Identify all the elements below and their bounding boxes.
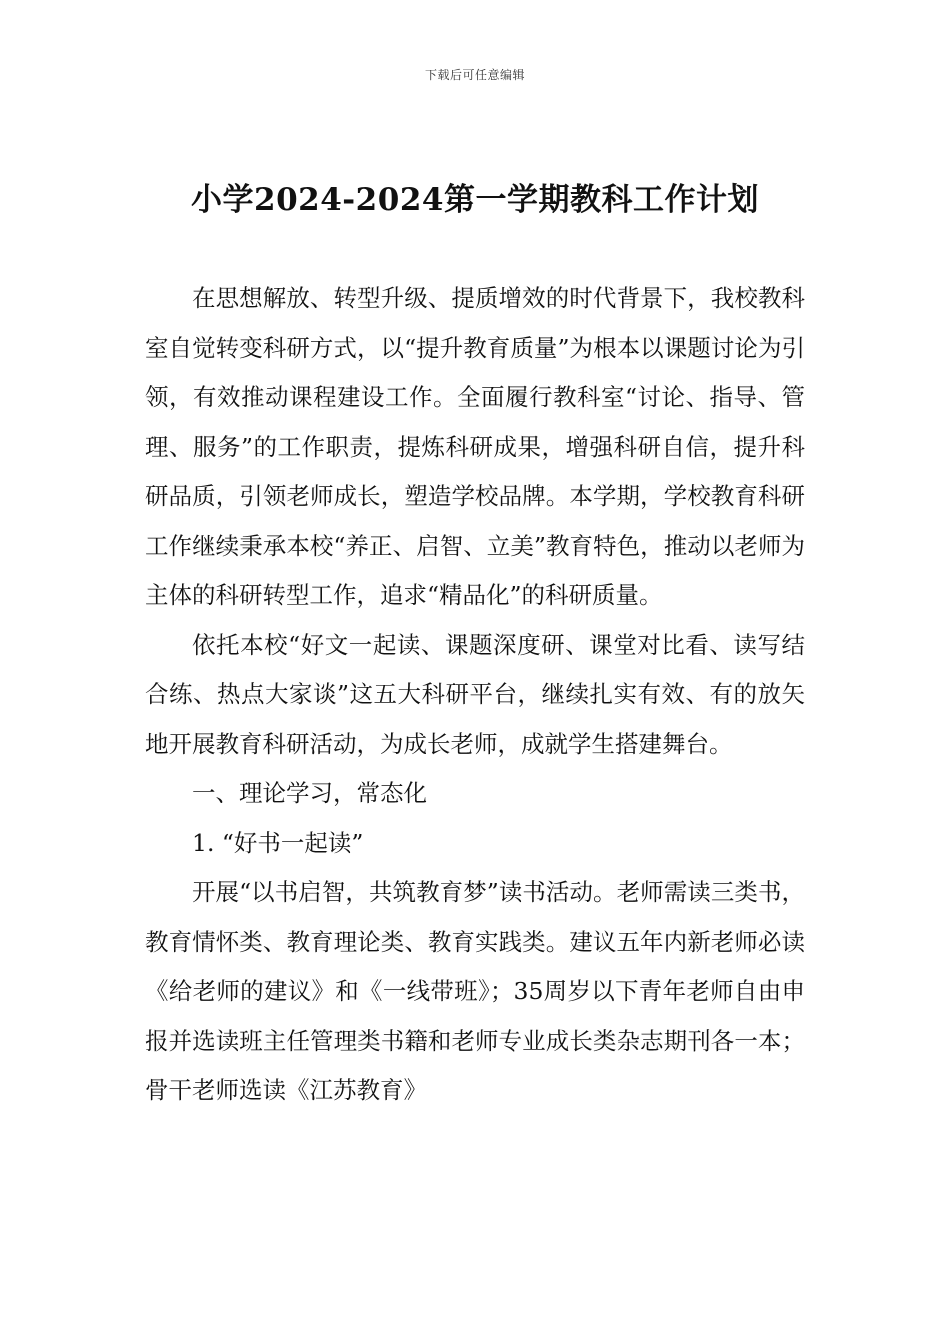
document-body (145, 274, 805, 1116)
paragraph-platforms: 依托本校“好文一起读、课题深度研、课堂对比看、读写结合练、热点大家谈”这五大科研平台，继续扎实有效、有的放矢地开展教育科研活动，为成长老师，成就学生搭建舞台。 (145, 630, 805, 758)
paragraph-intro: 在思想解放、转型升级、提质增效的时代背景下，我校教科室自觉转变科研方式，以“提升教育质量”为根本以课题讨论为引领，有效推动课程建设工作。全面履行教科室“讨论、指导、管理、服务”的工作职责，提炼科研成果，增强科研自信，提升科研品质，引领老师成长，塑造学校品牌。本学期，学校教育科研工作继续秉承本校“养正、启智、立美”教育特色，推动以老师为主体的科研转型工作，追求“精品化”的科研质量。 (145, 284, 805, 609)
document-title: 小学2024-2024第一学期教科工作计划 (191, 182, 759, 218)
header-note: 下载后可任意编辑 (424, 68, 525, 82)
paragraph-reading: 开展“以书启智，共筑教育梦”读书活动。老师需读三类书，教育情怀类、教育理论类、教育实践类。建议五年内新老师必读《给老师的建议》和《一线带班》；35周岁以下青年老师自由申报并选读班主任管理类书籍和老师专业成长类杂志期刊各一本；骨干老师选读《江苏教育》 (145, 878, 805, 1104)
subsection-heading-1-1: 1. “好书一起读” (192, 828, 364, 857)
section-heading-1: 一、理论学习，常态化 (192, 779, 427, 807)
